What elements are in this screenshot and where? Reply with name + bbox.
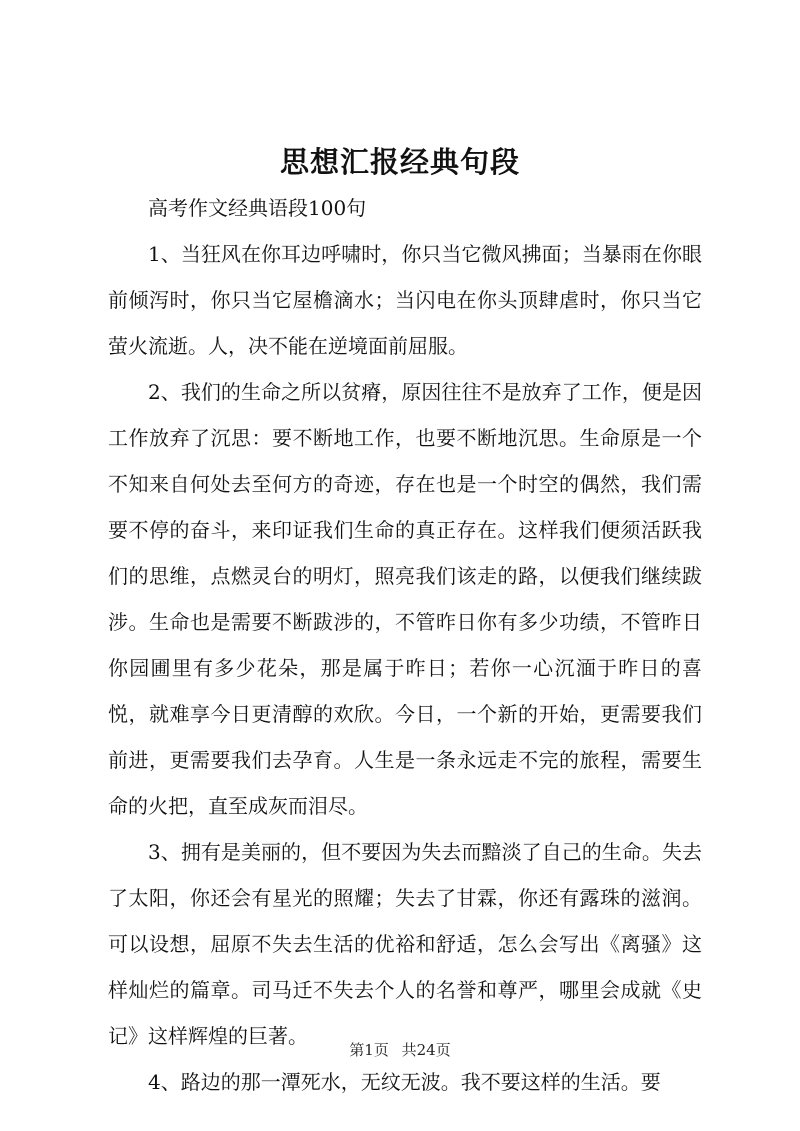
page-footer <box>0 1040 800 1060</box>
document-body <box>108 185 702 1105</box>
page-number: 第1页 <box>349 1041 389 1059</box>
paragraph-4: 4、路边的那一潭死水，无纹无波。我不要这样的生活。要 <box>148 1070 661 1094</box>
document-title: 思想汇报经典句段 <box>279 145 520 179</box>
paragraph-3: 3、拥有是美丽的，但不要因为失去而黯淡了自己的生命。失去了太阳，你还会有星光的照耀；失去了甘霖，你还有露珠的滋润。可以设想，屈原不失去生活的优裕和舒适，怎么会写出《离骚》这样灿烂的篇章。司马迁不失去个人的名誉和尊严，哪里会成就《史记》这样辉煌的巨著。 <box>108 840 702 1048</box>
paragraph-2: 2、我们的生命之所以贫瘠，原因往往不是放弃了工作，便是因工作放弃了沉思：要不断地工作，也要不断地沉思。生命原是一个不知来自何处去至何方的奇迹，存在也是一个时空的偶然，我们需要不停的奋斗，来印证我们生命的真正存在。这样我们便须活跃我们的思维，点燃灵台的明灯，照亮我们该走的路，以便我们继续跋涉。生命也是需要不断跋涉的，不管昨日你有多少功绩，不管昨日你园圃里有多少花朵，那是属于昨日；若你一心沉湎于昨日的喜悦，就难享今日更清醇的欢欣。今日，一个新的开始，更需要我们前进，更需要我们去孕育。人生是一条永远走不完的旅程，需要生命的火把，直至成灰而泪尽。 <box>108 380 702 818</box>
paragraph-1: 1、当狂风在你耳边呼啸时，你只当它微风拂面；当暴雨在你眼前倾泻时，你只当它屋檐滴水；当闪电在你头顶肆虐时，你只当它萤火流逝。人，决不能在逆境面前屈服。 <box>108 242 702 358</box>
subtitle-paragraph: 高考作文经典语段100句 <box>148 196 367 220</box>
page-total: 共24页 <box>401 1041 451 1059</box>
